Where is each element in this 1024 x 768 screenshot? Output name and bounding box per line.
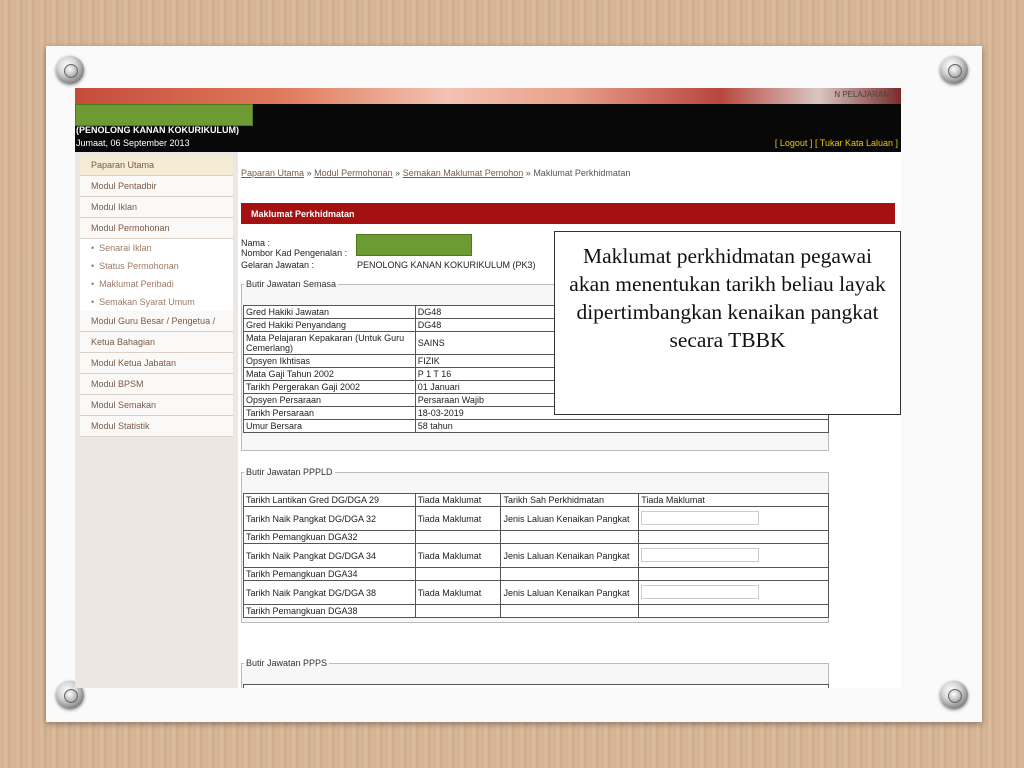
field-value: FIZIK	[415, 355, 828, 368]
kp-label: Nombor Kad Pengenalan :	[241, 248, 348, 258]
nama-label: Nama :	[241, 238, 271, 248]
bullet-icon: •	[91, 261, 95, 271]
pin-icon	[940, 681, 968, 709]
field-value: Tiada Maklumat	[415, 507, 501, 531]
bullet-icon: •	[91, 243, 95, 253]
bullet-icon: •	[91, 297, 95, 307]
top-bar	[75, 104, 901, 152]
field-value	[639, 531, 829, 544]
field-label	[501, 568, 639, 581]
sidebar-subitem[interactable]	[80, 275, 233, 293]
sidebar-item[interactable]: Paparan Utama	[80, 155, 233, 176]
field-value	[415, 531, 501, 544]
laluan-cell	[639, 544, 829, 568]
field-value: SAINS	[415, 332, 828, 355]
field-value: DG48	[415, 319, 828, 332]
breadcrumb-separator: »	[525, 168, 531, 178]
pppld-fieldset	[241, 467, 829, 623]
laluan-input[interactable]	[641, 511, 759, 525]
field-label: Tarikh Naik Pangkat DG/DGA 38	[244, 581, 416, 605]
sidebar	[80, 155, 233, 437]
sidebar-item[interactable]: Modul Permohonan	[80, 218, 233, 239]
field-label: Tarikh Lantikan Gred DG/DGA 29	[244, 494, 416, 507]
field-value: Tiada Maklumat	[415, 494, 501, 507]
field-label: Gred Hakiki Penyandang	[244, 319, 416, 332]
field-label: Jenis Laluan Kenaikan Pangkat	[501, 507, 639, 531]
breadcrumb-separator: »	[306, 168, 312, 178]
field-value: DG48	[415, 306, 828, 319]
breadcrumb-current: Maklumat Perkhidmatan	[533, 168, 631, 178]
sidebar-item[interactable]: Modul Ketua Jabatan	[80, 353, 233, 374]
kp-row	[241, 248, 347, 258]
field-value: Persaraan Wajib	[415, 394, 828, 407]
breadcrumb-link[interactable]: Paparan Utama	[241, 168, 305, 178]
field-value: Tiada Maklumat	[639, 494, 829, 507]
field-label: Tarikh Persaraan	[244, 407, 416, 420]
field-label: Tarikh Naik Pangkat DG/DGA 34	[244, 544, 416, 568]
change-password-link[interactable]: [ Tukar Kata Laluan ]	[814, 138, 898, 148]
section-header: Maklumat Perkhidmatan	[241, 203, 895, 224]
table-row	[244, 420, 829, 433]
ppps-legend: Butir Jawatan PPPS	[246, 658, 328, 668]
table-row	[244, 581, 829, 605]
redacted-ic	[356, 234, 472, 256]
field-value	[639, 605, 829, 618]
field-value: 18-03-2019	[415, 407, 828, 420]
sidebar-subitem-label: Semakan Syarat Umum	[99, 297, 195, 307]
sidebar-subitem-label: Status Permohonan	[99, 261, 179, 271]
field-value	[415, 568, 501, 581]
sidebar-item[interactable]: Modul Iklan	[80, 197, 233, 218]
table-row	[244, 605, 829, 618]
table-row	[244, 544, 829, 568]
field-label	[501, 531, 639, 544]
pin-icon	[940, 56, 968, 84]
field-value: 58 tahun	[415, 420, 828, 433]
nama-row	[241, 238, 270, 248]
laluan-input[interactable]	[641, 548, 759, 562]
field-value: Tiada Maklumat	[415, 544, 501, 568]
sidebar-item[interactable]: Modul Guru Besar / Pengetua /	[80, 311, 233, 332]
breadcrumb-link[interactable]: Semakan Maklumat Pemohon	[402, 168, 524, 178]
sidebar-item[interactable]: Modul Semakan	[80, 395, 233, 416]
pin-icon	[56, 56, 84, 84]
pppld-legend: Butir Jawatan PPPLD	[246, 467, 333, 477]
field-label: Gred Hakiki Jawatan	[244, 306, 416, 319]
field-label: Opsyen Persaraan	[244, 394, 416, 407]
field-value: 01 Januari	[415, 381, 828, 394]
sidebar-item[interactable]: Modul Pentadbir	[80, 176, 233, 197]
laluan-cell	[639, 507, 829, 531]
field-label: Mata Pelajaran Kepakaran (Untuk Guru Cemerlang)	[244, 332, 416, 355]
breadcrumb-link[interactable]: Modul Permohonan	[314, 168, 393, 178]
field-label: Tarikh Sah Perkhidmatan	[501, 494, 639, 507]
laluan-cell	[639, 581, 829, 605]
gelaran-value: PENOLONG KANAN KOKURIKULUM (PK3)	[357, 260, 536, 270]
sidebar-item[interactable]: Modul BPSM	[80, 374, 233, 395]
callout-box: Maklumat perkhidmatan pegawai akan menentukan tarikh beliau layak dipertimbangkan kenaikan pangkat secara TBBK	[554, 231, 901, 415]
user-role: (PENOLONG KANAN KOKURIKULUM)	[76, 125, 239, 135]
ppps-table	[243, 684, 829, 688]
sidebar-subitem[interactable]	[80, 257, 233, 275]
account-links	[775, 138, 898, 148]
field-value	[639, 568, 829, 581]
field-value: P 1 T 16	[415, 368, 828, 381]
table-row	[244, 494, 829, 507]
breadcrumb-separator: »	[395, 168, 401, 178]
sidebar-subitem[interactable]	[80, 293, 233, 311]
field-label: Opsyen Ikhtisas	[244, 355, 416, 368]
field-label: Tarikh Pemangkuan DGA32	[244, 531, 416, 544]
field-label: Tarikh Pemangkuan DGA34	[244, 568, 416, 581]
semasa-legend: Butir Jawatan Semasa	[246, 279, 337, 289]
sidebar-item[interactable]: Modul Statistik	[80, 416, 233, 437]
field-value	[415, 605, 501, 618]
table-row	[244, 531, 829, 544]
field-value: Tiada Maklumat	[415, 581, 501, 605]
table-row	[244, 568, 829, 581]
breadcrumb	[241, 168, 630, 178]
field-label	[501, 605, 639, 618]
ppps-fieldset	[241, 658, 829, 688]
laluan-input[interactable]	[641, 585, 759, 599]
field-label: Umur Bersara	[244, 420, 416, 433]
field-label: Jenis Laluan Kenaikan Pangkat	[501, 544, 639, 568]
field-label: Tarikh Naik Pangkat DG/DGA 32	[244, 507, 416, 531]
current-date: Jumaat, 06 September 2013	[76, 138, 190, 148]
sidebar-subitem-label: Maklumat Peribadi	[99, 279, 174, 289]
sidebar-subitem-label: Senarai Iklan	[99, 243, 152, 253]
sidebar-subitem[interactable]	[80, 239, 233, 257]
redacted-name	[75, 104, 253, 126]
header-banner	[75, 88, 901, 104]
pppld-table	[243, 493, 829, 618]
field-label: Jenis Laluan Kenaikan Pangkat	[501, 581, 639, 605]
table-row	[244, 507, 829, 531]
banner-text: N PELAJARAN	[834, 90, 889, 99]
logout-link[interactable]: [ Logout ]	[774, 138, 813, 148]
bullet-icon: •	[91, 279, 95, 289]
field-label: Tarikh Pergerakan Gaji 2002	[244, 381, 416, 394]
field-label: Tarikh Pemangkuan DGA38	[244, 605, 416, 618]
sidebar-item[interactable]: Ketua Bahagian	[80, 332, 233, 353]
field-label: Mata Gaji Tahun 2002	[244, 368, 416, 381]
gelaran-label: Gelaran Jawatan :	[241, 260, 315, 270]
